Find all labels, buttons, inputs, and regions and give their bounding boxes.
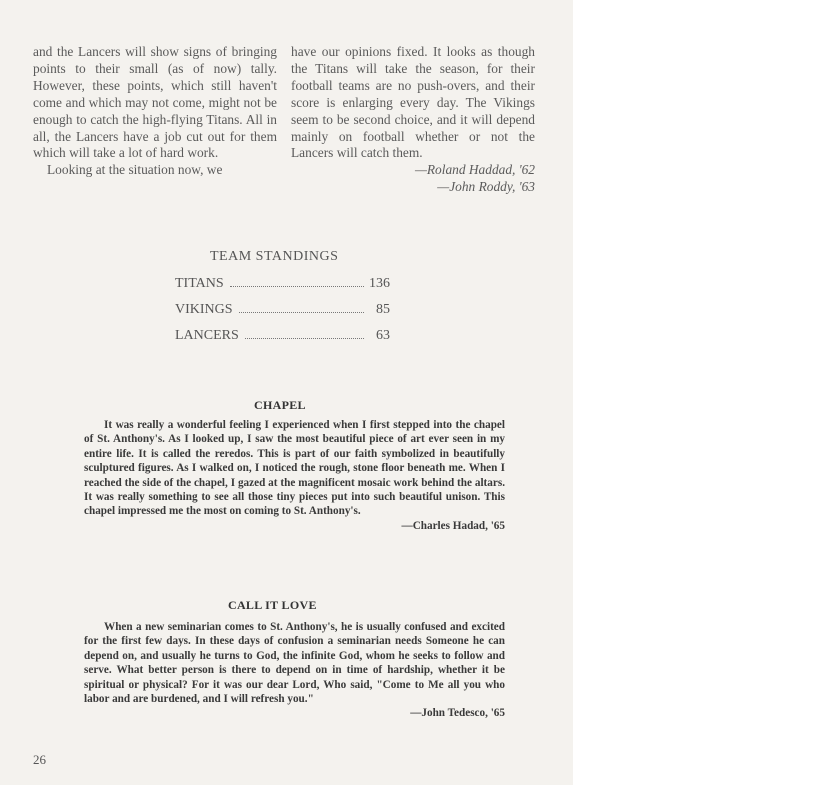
article-paragraph: Looking at the situation now, we — [47, 162, 223, 178]
article-signature: —John Roddy, '63 — [437, 179, 535, 195]
team-score: 136 — [369, 276, 390, 291]
page-number: 26 — [33, 752, 46, 767]
call-it-love-signature: —John Tedesco, '65 — [410, 707, 505, 720]
team-name: TITANS — [175, 276, 224, 291]
article-left-column — [33, 44, 277, 179]
call-it-love-paragraph: When a new seminarian comes to St. Anthony's, he is usually confused and excited for the first few days. In these days of confusion a seminarian needs Someone he can depend on, and usually he turns to God, the infinite God, whom he seeks to follow and serve. What better person is there to depend on in time of hardship, whether it be spiritual or physical? For it was our dear Lord, Who said, "Come to Me all you who labor and are burdened, and I will refresh you." — [84, 621, 505, 706]
article-paragraph: and the Lancers will show signs of bringing points to their small (as of now) tally. However, these points, which still haven't come and which may not come, might not be enough to catch the high-flying Titans. All in all, the Lancers have a job cut out for them which will take a lot of hard work. — [33, 44, 277, 161]
team-name: VIKINGS — [175, 302, 233, 317]
standings-table — [175, 276, 390, 354]
leader-dots — [245, 338, 364, 339]
chapel-body — [84, 418, 505, 533]
team-name: LANCERS — [175, 328, 239, 343]
article-signature: —Roland Haddad, '62 — [414, 162, 535, 178]
chapel-title: CHAPEL — [254, 398, 306, 412]
team-score: 63 — [376, 328, 390, 343]
leader-dots — [239, 312, 364, 313]
chapel-paragraph: It was really a wonderful feeling I experienced when I first stepped into the chapel of St. Anthony's. As I looked up, I saw the most beautiful piece of art ever seen in my entire life. It is called the reredos. This is part of our faith symbolized in beautifully sculptured figures. As I walked on, I noticed the rough, stone floor beneath me. When I reached the side of the chapel, I gazed at the magnificent mosaic work behind the altars. It was really something to see all those tiny pieces put into such beautiful unison. This chapel impressed me the most on coming to St. Anthony's. — [84, 419, 505, 518]
call-it-love-title: CALL IT LOVE — [228, 598, 317, 612]
call-it-love-body — [84, 620, 505, 721]
standings-row — [175, 302, 390, 328]
standings-title: TEAM STANDINGS — [210, 249, 339, 264]
article-paragraph: have our opinions fixed. It looks as though the Titans will take the season, for their football teams are no push-overs, and their score is enlarging every day. The Vikings seem to be second choice, and it will depend mainly on football whether or not the Lancers will catch them. — [291, 44, 535, 161]
team-score: 85 — [376, 302, 390, 317]
standings-row — [175, 328, 390, 354]
leader-dots — [230, 286, 364, 287]
standings-row — [175, 276, 390, 302]
article-right-column — [291, 44, 535, 196]
chapel-signature: —Charles Hadad, '65 — [401, 519, 505, 532]
